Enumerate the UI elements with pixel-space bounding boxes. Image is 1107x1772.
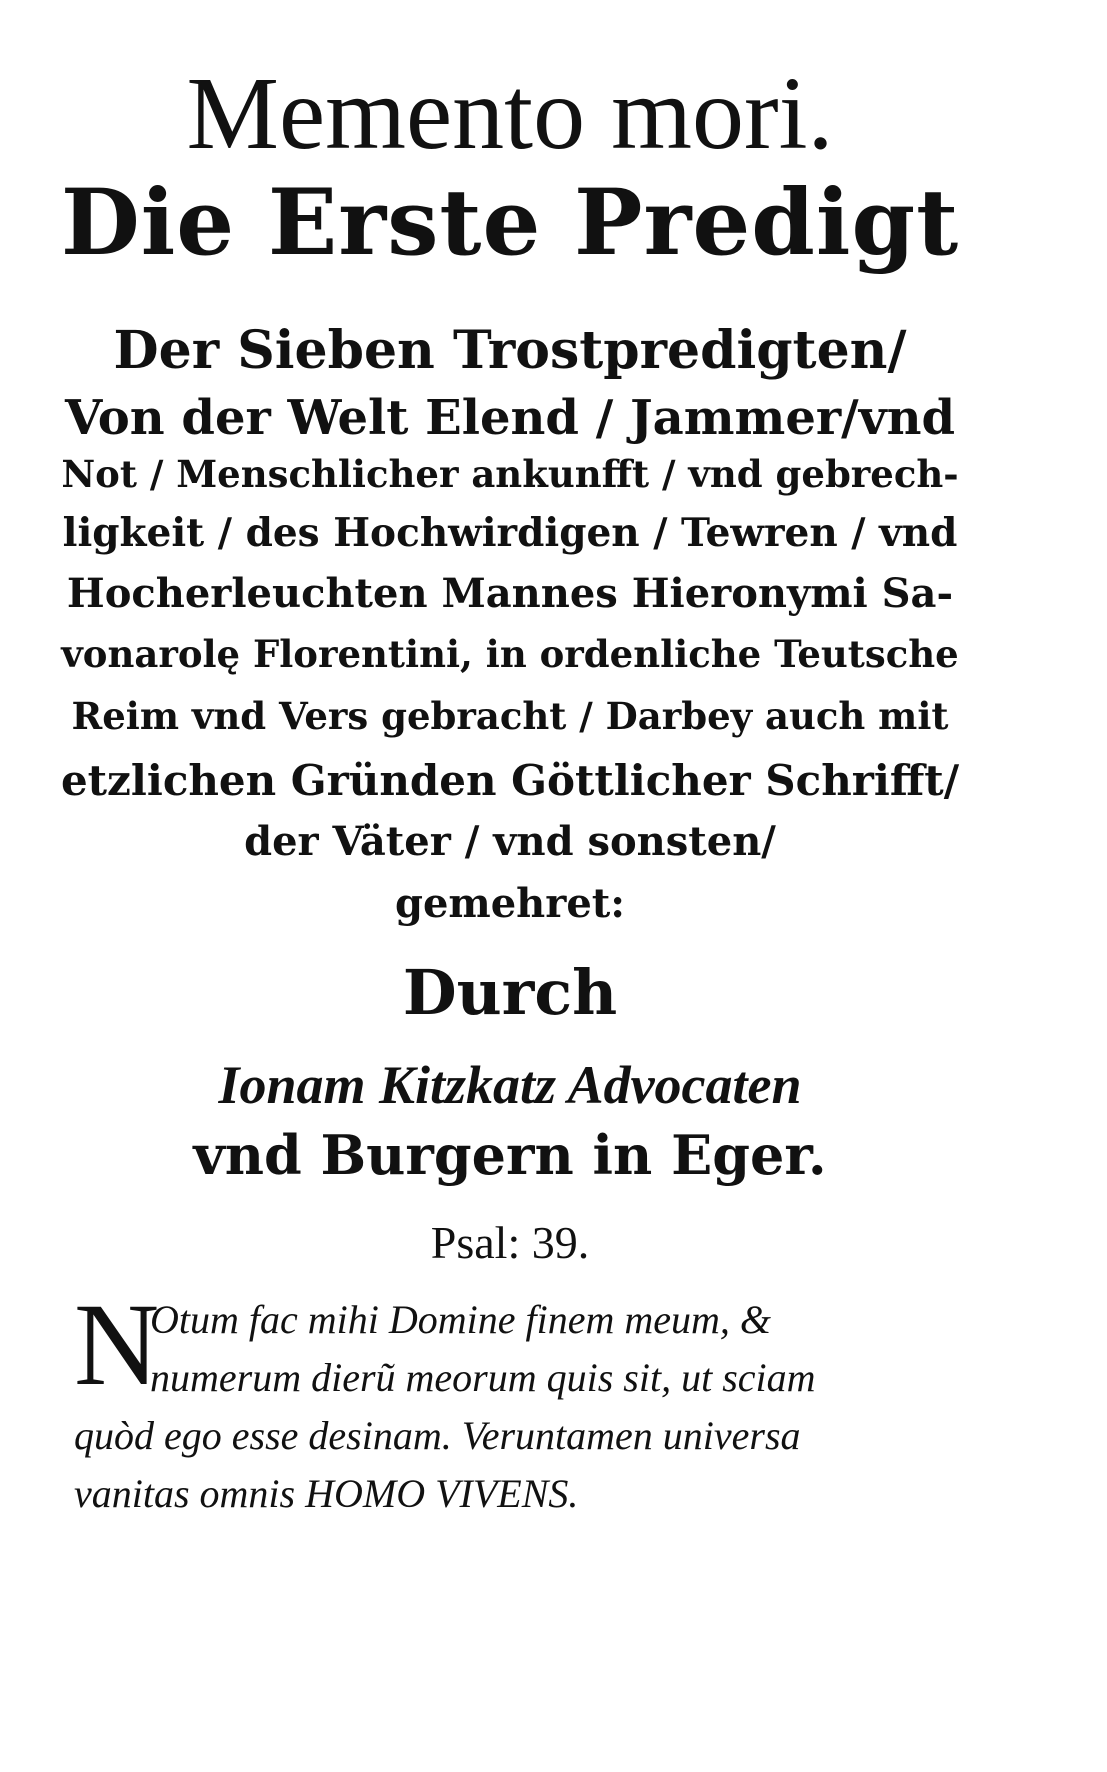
subtitle-line: der Väter / vnd sonsten/ xyxy=(244,818,776,865)
author-name: Ionam Kitzkatz Advocaten xyxy=(218,1055,802,1115)
subtitle-line: vonarolę Florentini, in ordenliche Teutsche xyxy=(61,632,959,676)
subtitle-line: Der Sieben Trostpredigten/ xyxy=(113,320,907,381)
main-title: Die Erste Predigt xyxy=(60,170,960,276)
verse-line: numerum dierũ meorum quis sit, ut sciam xyxy=(150,1355,816,1400)
subtitle-line: Reim vnd Vers gebracht / Darbey auch mit xyxy=(71,694,949,738)
by-line: Durch xyxy=(402,956,618,1029)
author-description: vnd Burgern in Eger. xyxy=(193,1123,827,1187)
subtitle-line: Hocherleuchten Mannes Hieronymi Sa- xyxy=(66,570,954,617)
drop-cap: N xyxy=(74,1279,160,1410)
subtitle-line: gemehret: xyxy=(394,880,626,927)
subtitle-line: Not / Menschlicher ankunfft / vnd gebrech- xyxy=(61,452,959,496)
verse-line: vanitas omnis HOMO VIVENS. xyxy=(74,1471,579,1516)
subtitle-line: Von der Welt Elend / Jammer/vnd xyxy=(64,390,956,446)
verse-line: quòd ego esse desinam. Veruntamen universa xyxy=(74,1413,801,1458)
verse-line: Otum fac mihi Domine finem meum, & xyxy=(150,1297,772,1342)
motto: Memento mori. xyxy=(186,56,834,171)
subtitle-line: etzlichen Gründen Göttlicher Schrifft/ xyxy=(60,756,960,805)
subtitle-line: ligkeit / des Hochwirdigen / Tewren / vnd xyxy=(62,510,958,556)
psalm-reference: Psal: 39. xyxy=(430,1217,590,1268)
